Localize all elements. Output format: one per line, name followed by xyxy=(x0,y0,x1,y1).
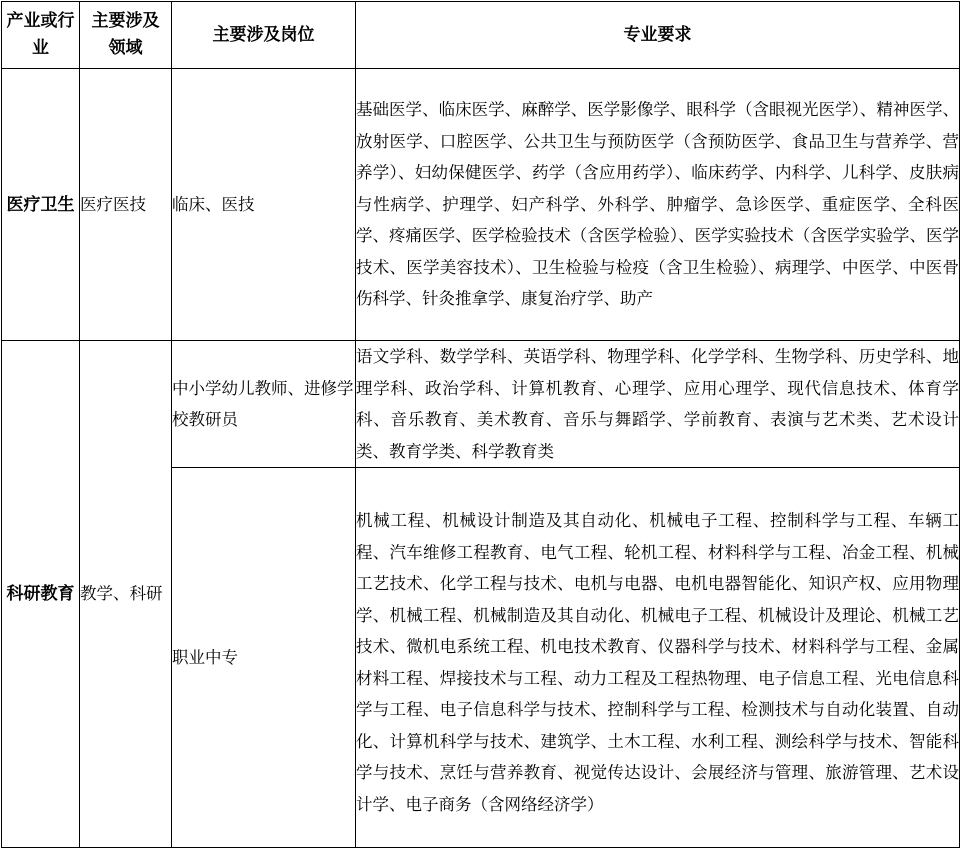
position-cell-vocational: 职业中专 xyxy=(172,468,356,848)
header-field: 主要涉及领域 xyxy=(80,2,172,69)
industry-cell-education: 科研教育 xyxy=(2,341,80,848)
field-cell-medical: 医疗医技 xyxy=(80,69,172,341)
header-position: 主要涉及岗位 xyxy=(172,2,356,69)
table-row-teachers xyxy=(2,341,960,468)
requirement-cell-vocational: 机械工程、机械设计制造及其自动化、机械电子工程、控制科学与工程、车辆工程、汽车维修工程教育、电气工程、轮机工程、材料科学与工程、冶金工程、机械工艺技术、化学工程与技术、电机与电器、电机电器智能化、知识产权、应用物理学、机械工程、机械制造及其自动化、机械电子工程、机械设计及理论、机械工艺技术、微机电系统工程、机电技术教育、仪器科学与技术、材料科学与工程、金属材料工程、焊接技术与工程、动力工程及工程热物理、电子信息工程、光电信息科学与工程、电子信息科学与技术、控制科学与工程、检测技术与自动化装置、自动化、计算机科学与技术、建筑学、土木工程、水利工程、测绘科学与技术、智能科学与技术、烹饪与营养教育、视觉传达设计、会展经济与管理、旅游管理、艺术设计学、电子商务（含网络经济学） xyxy=(356,468,960,848)
requirement-cell-teachers: 语文学科、数学学科、英语学科、物理学科、化学学科、生物学科、历史学科、地理学科、政治学科、计算机教育、心理学、应用心理学、现代信息技术、体育学科、音乐教育、美术教育、音乐与舞蹈学、学前教育、表演与艺术类、艺术设计类、教育学类、科学教育类 xyxy=(356,341,960,468)
header-industry: 产业或行业 xyxy=(2,2,80,69)
table-row-medical xyxy=(2,69,960,341)
position-cell-teachers: 中小学幼儿教师、进修学校教研员 xyxy=(172,341,356,468)
industry-cell-medical: 医疗卫生 xyxy=(2,69,80,341)
majors-table xyxy=(1,1,960,848)
header-requirement: 专业要求 xyxy=(356,2,960,69)
header-row xyxy=(2,2,960,69)
position-cell-medical: 临床、医技 xyxy=(172,69,356,341)
requirement-cell-medical: 基础医学、临床医学、麻醉学、医学影像学、眼科学（含眼视光医学）、精神医学、放射医学、口腔医学、公共卫生与预防医学（含预防医学、食品卫生与营养学、营养学）、妇幼保健医学、药学（含应用药学）、临床药学、内科学、儿科学、皮肤病与性病学、护理学、妇产科学、外科学、肿瘤学、急诊医学、重症医学、全科医学、疼痛医学、医学检验技术（含医学检验）、医学实验技术（含医学实验学、医学技术、医学美容技术）、卫生检验与检疫（含卫生检验）、病理学、中医学、中医骨伤科学、针灸推拿学、康复治疗学、助产 xyxy=(356,69,960,341)
field-cell-education: 教学、科研 xyxy=(80,341,172,848)
